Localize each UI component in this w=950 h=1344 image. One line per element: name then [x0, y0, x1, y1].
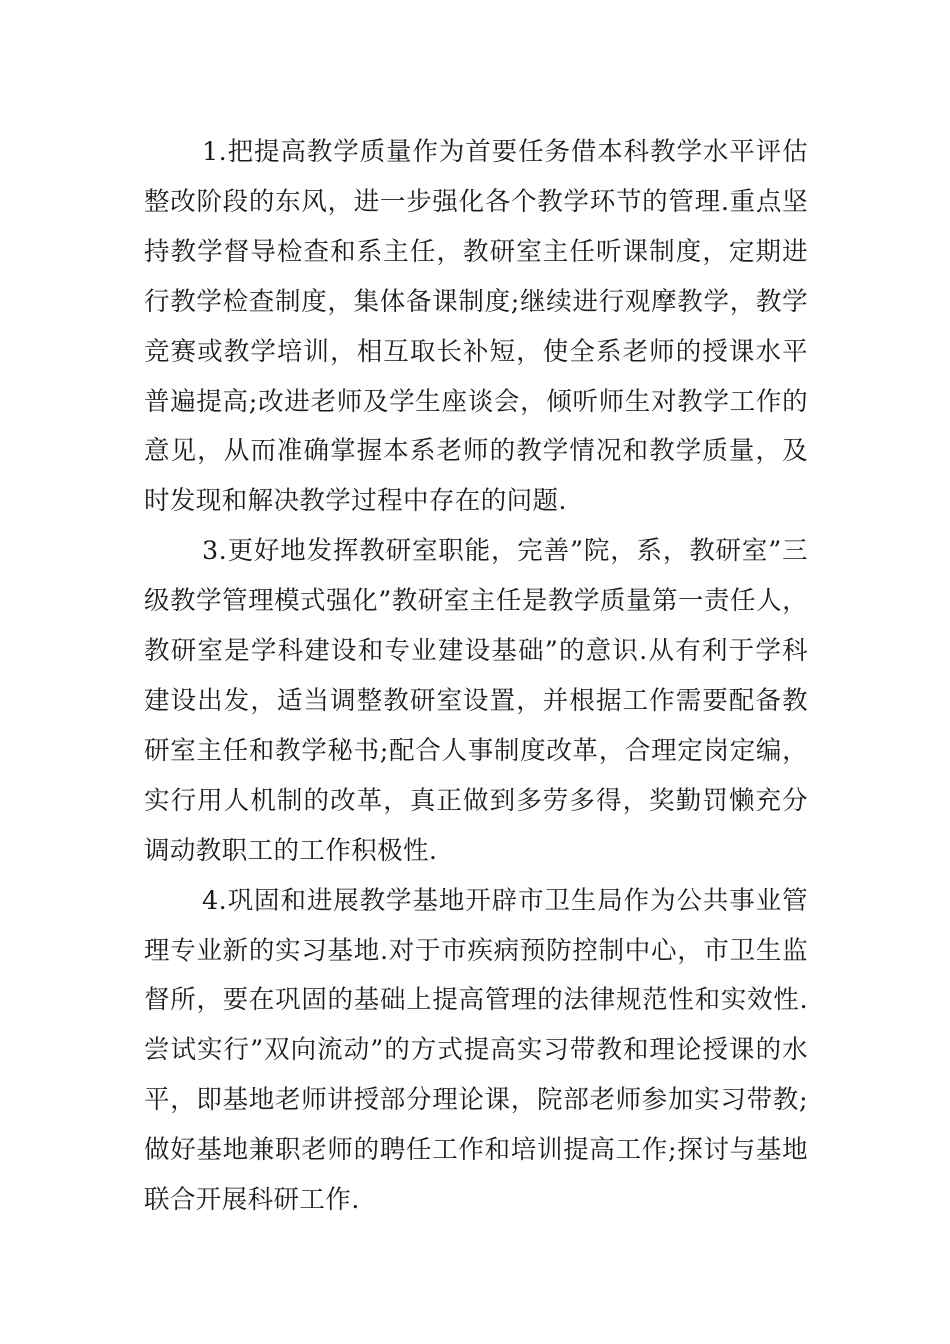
paragraph-teaching-base: 4.巩固和进展教学基地开辟市卫生局作为公共事业管理专业新的实习基地.对于市疾病预防控制中心，市卫生监督所，要在巩固的基础上提高管理的法律规范性和实效性.尝试实行”双向流动”的方式提高实习带教和理论授课的水平，即基地老师讲授部分理论课，院部老师参加实习带教;做好基地兼职老师的聘任工作和培训提高工作;探讨与基地联合开展科研工作. — [144, 885, 808, 1216]
paragraph-teaching-quality: 1.把提高教学质量作为首要任务借本科教学水平评估整改阶段的东风，进一步强化各个教学环节的管理.重点坚持教学督导检查和系主任，教研室主任听课制度，定期进行教学检查制度，集体备课制度;继续进行观摩教学，教学竞赛或教学培训，相互取长补短，使全系老师的授课水平普遍提高;改进老师及学生座谈会，倾听师生对教学工作的意见，从而准确掌握本系老师的教学情况和教学质量，及时发现和解决教学过程中存在的问题. — [144, 137, 808, 517]
paragraph-teaching-research-office: 3.更好地发挥教研室职能，完善”院，系，教研室”三级教学管理模式强化”教研室主任是教学质量第一责任人，教研室是学科建设和专业建设基础”的意识.从有利于学科建设出发，适当调整教研室设置，并根据工作需要配备教研室主任和教学秘书;配合人事制度改革，合理定岗定编，实行用人机制的改革，真正做到多劳多得，奖勤罚懒充分调动教职工的工作积极性. — [144, 536, 808, 866]
document-body — [144, 128, 808, 1226]
